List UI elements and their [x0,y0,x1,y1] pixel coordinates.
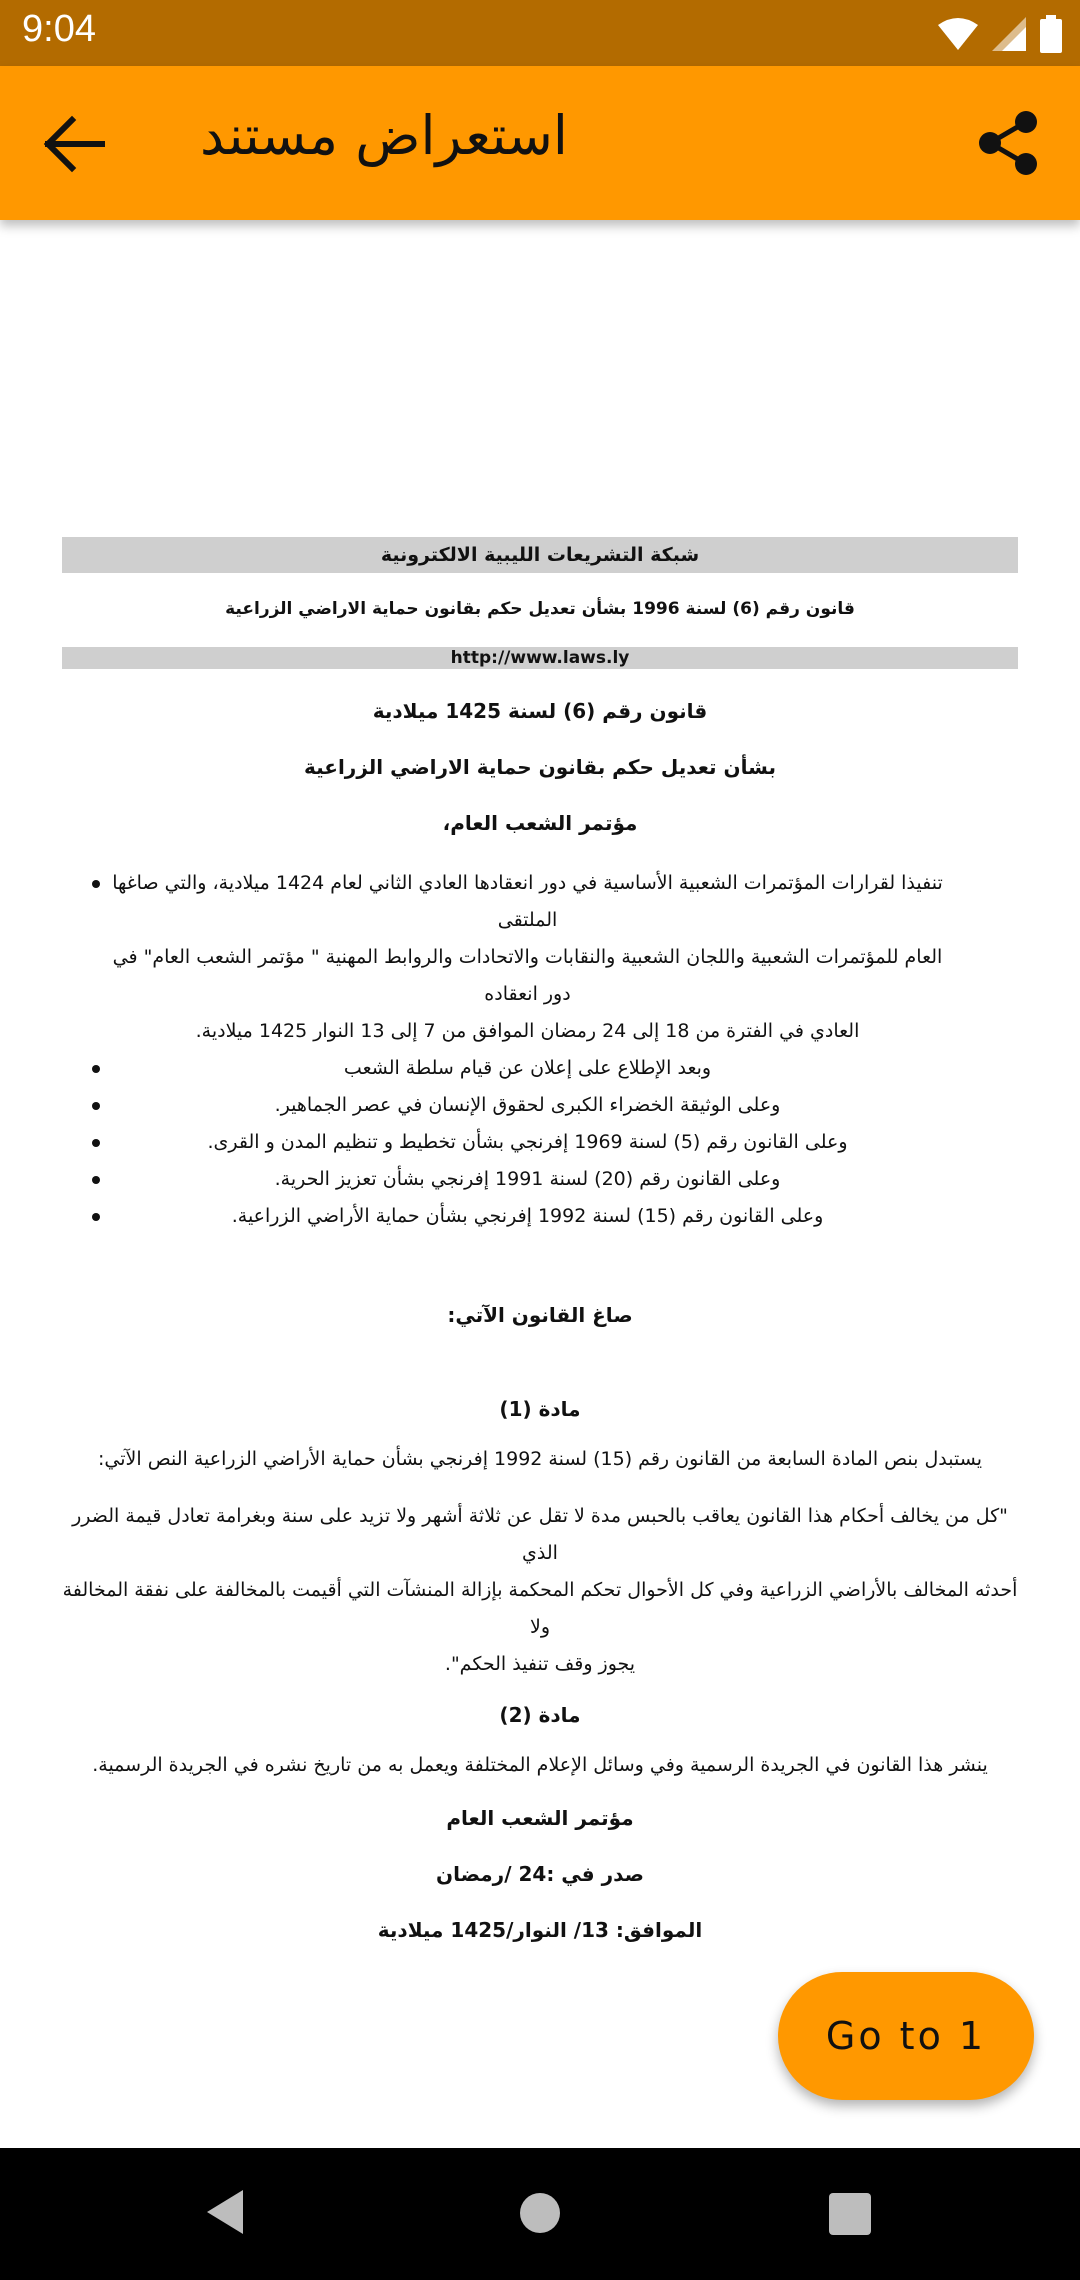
document-view[interactable] [62,537,1018,1942]
enactment-heading: صاغ القانون الآتي: [447,1303,633,1327]
list-item: وعلى الوثيقة الخضراء الكبرى لحقوق الإنسان في عصر الجماهير. [62,1087,1018,1124]
list-item: وعلى القانون رقم (20) لسنة 1991 إفرنجي بشأن تعزيز الحرية. [62,1161,1018,1198]
issuer: مؤتمر الشعب العام، [442,811,638,835]
nav-back-icon[interactable] [205,2188,245,2236]
law-number: قانون رقم (6) لسنة 1425 ميلادية [372,699,708,723]
article-1-title: مادة (1) [499,1397,581,1421]
battery-icon [1040,15,1062,53]
status-icons [938,12,1062,56]
nav-recents-icon[interactable] [829,2193,871,2235]
status-time: 9:04 [22,8,96,50]
preamble-line: تنفيذا لقرارات المؤتمرات الشعبية الأساسية في دور انعقادها العادي الثاني لعام 1424 ميلادية، والتي صاغها الملتقى [112,872,943,931]
arrow-left-icon [40,114,110,174]
article-1-text [62,1498,1018,1683]
preamble-list [62,865,1018,1235]
article-1-line: أحدثه المخالف بالأراضي الزراعية وفي كل الأحوال تحكم المحكمة بإزالة المنشآت التي أقيمت بالمخالفة على نفقة المخالفة ولا [62,1579,1018,1638]
article-1-line: يجوز وقف تنفيذ الحكم". [444,1653,636,1675]
issue-date: صدر في :24 /رمضان [436,1862,644,1886]
site-title-bar: شبكة التشريعات الليبية الالكترونية [62,537,1018,573]
law-subtitle: قانون رقم (6) لسنة 1996 بشأن تعديل حكم بقانون حماية الاراضي الزراعية [225,599,855,619]
go-to-page-button[interactable]: Go to 1 [778,1972,1034,2100]
navigation-bar [0,2148,1080,2280]
signature: مؤتمر الشعب العام [446,1806,634,1830]
law-topic: بشأن تعديل حكم بقانون حماية الاراضي الزراعية [304,755,776,779]
app-bar [0,66,1080,220]
list-item: وعلى القانون رقم (15) لسنة 1992 إفرنجي بشأن حماية الأراضي الزراعية. [62,1198,1018,1235]
share-icon [974,108,1044,178]
nav-home-icon[interactable] [520,2193,560,2233]
list-item [62,865,1018,1050]
status-bar [0,0,1080,66]
article-2-title: مادة (2) [499,1703,581,1727]
corresponding-date: الموافق: 13/ النوار/1425 ميلادية [377,1918,703,1942]
preamble-line: العام للمؤتمرات الشعبية واللجان الشعبية والنقابات والاتحادات والروابط المهنية " مؤتمر الشعب العام" في دور انعقاده [112,946,943,1005]
article-1-intro: يستبدل بنص المادة السابعة من القانون رقم (15) لسنة 1992 إفرنجي بشأن حماية الأراضي الزراعية النص الآتي: [98,1448,982,1470]
article-2-text: ينشر هذا القانون في الجريدة الرسمية وفي وسائل الإعلام المختلفة ويعمل به من تاريخ نشره في الجريدة الرسمية. [92,1754,988,1776]
list-item: وعلى القانون رقم (5) لسنة 1969 إفرنجي بشأن تخطيط و تنظيم المدن و القرى. [62,1124,1018,1161]
list-item: وبعد الإطلاع على إعلان عن قيام سلطة الشعب [62,1050,1018,1087]
wifi-icon [938,17,978,51]
back-button[interactable] [40,114,110,174]
page-title: استعراض مستند [200,104,568,167]
signal-icon [992,17,1026,51]
preamble-line: العادي في الفترة من 18 إلى 24 رمضان الموافق من 7 إلى 13 النوار 1425 ميلادية. [195,1020,860,1042]
share-button[interactable] [974,108,1044,178]
site-url[interactable]: http://www.laws.ly [62,647,1018,669]
article-1-line: "كل من يخالف أحكام هذا القانون يعاقب بالحبس مدة لا تقل عن ثلاثة أشهر ولا تزيد على سنة وبغرامة تعادل قيمة الضرر الذي [72,1505,1008,1564]
